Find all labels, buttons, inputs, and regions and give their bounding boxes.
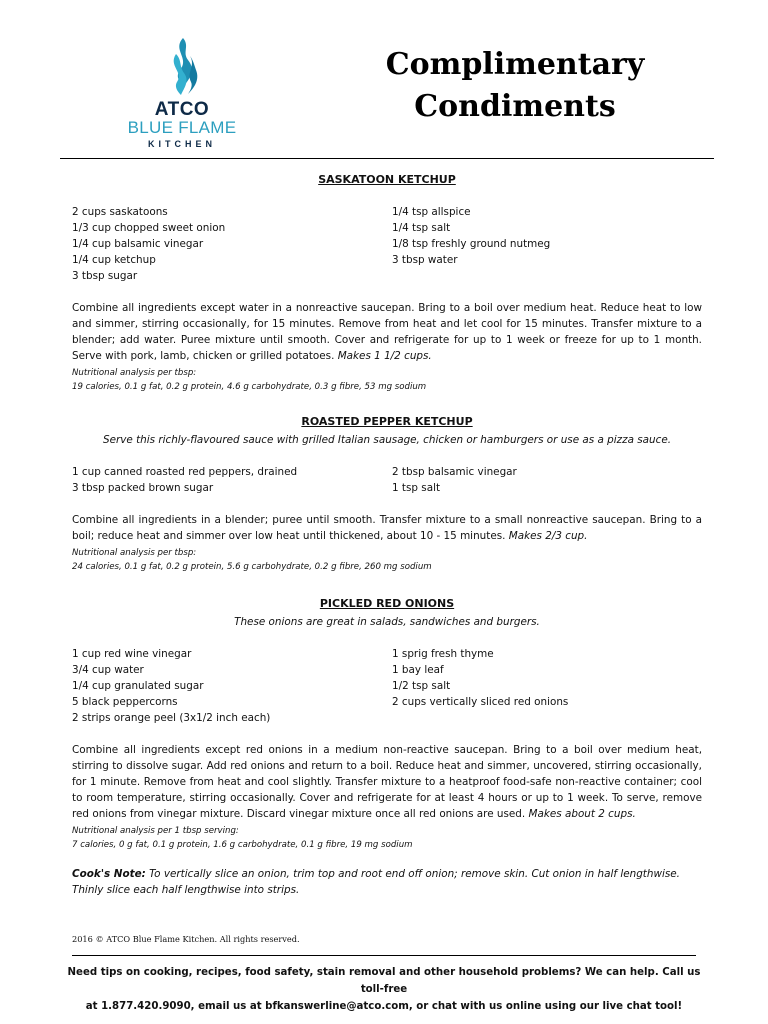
nutrition-values: 19 calories, 0.1 g fat, 0.2 g protein, 4.6 g carbohydrate, 0.3 g fibre, 53 mg sodium	[72, 382, 427, 392]
ingredient-item: 2 strips orange peel (3x1/2 inch each)	[72, 712, 271, 724]
recipe-method	[72, 512, 702, 544]
ingredient-item: 1 cup canned roasted red peppers, drained	[72, 466, 298, 478]
copyright-notice: 2016 © ATCO Blue Flame Kitchen. All rights reserved.	[72, 934, 300, 944]
ingredient-list	[72, 464, 702, 496]
nutrition-label: Nutritional analysis per tbsp:	[72, 368, 197, 378]
recipe-pickled-red-onions	[72, 596, 702, 898]
ingredient-item: 2 cups vertically sliced red onions	[392, 696, 569, 708]
recipe-title: ROASTED PEPPER KETCHUP	[301, 415, 473, 428]
nutrition-values: 24 calories, 0.1 g fat, 0.2 g protein, 5.6 g carbohydrate, 0.2 g fibre, 260 mg sodium	[72, 562, 432, 572]
method-text: Combine all ingredients in a blender; puree until smooth. Transfer mixture to a small nonreactive saucepan. Bring to a boil; reduce heat and simmer over low heat until thickened, about 10 - 15 minutes.	[72, 514, 702, 542]
ingredient-item: 1/4 tsp allspice	[392, 206, 471, 218]
recipes-content	[72, 172, 702, 898]
document-title	[360, 44, 670, 128]
flame-icon	[160, 36, 204, 98]
title-line-1: Complimentary	[385, 47, 645, 82]
ingredient-item: 3 tbsp sugar	[72, 270, 138, 282]
method-text: Combine all ingredients except red onions in a medium non-reactive saucepan. Bring to a boil over medium heat, stirring to dissolve sugar. Add red onions and return to a boil. Reduce heat and simmer, uncovered, stirring occasionally, for 1 minute. Remove from heat and cool slightly. Transfer mixture to a heatproof food-safe non-reactive container; cool to room temperature, stirring occasionally. Cover and refrigerate for at least 4 hours or up to 1 week. To serve, remove red onions from vinegar mixture. Discard vinegar mixture once all red onions are used.	[72, 744, 702, 820]
ingredient-item: 2 tbsp balsamic vinegar	[392, 466, 517, 478]
ingredient-column-right	[392, 204, 692, 284]
brand-line-kitchen: KITCHEN	[148, 139, 216, 149]
ingredient-item: 1 sprig fresh thyme	[392, 648, 494, 660]
recipe-title: SASKATOON KETCHUP	[318, 173, 456, 186]
cooks-note	[72, 866, 702, 898]
ingredient-item: 1/2 tsp salt	[392, 680, 451, 692]
header-divider	[60, 158, 714, 159]
ingredient-item: 1 tsp salt	[392, 482, 441, 494]
ingredient-item: 1/3 cup chopped sweet onion	[72, 222, 226, 234]
recipe-subtitle: These onions are great in salads, sandwiches and burgers.	[234, 616, 540, 628]
method-text: Combine all ingredients except water in a nonreactive saucepan. Bring to a boil over medium heat. Reduce heat to low and simmer, stirring occasionally, for 15 minutes. Remove from heat and let cool for 15 minutes. Transfer mixture to a blender; add water. Puree mixture until smooth. Cover and refrigerate for up to 1 week or freeze for up to 1 month. Serve with pork, lamb, chicken or grilled potatoes.	[72, 302, 702, 362]
ingredient-list	[72, 204, 702, 284]
ingredient-item: 3 tbsp packed brown sugar	[72, 482, 214, 494]
ingredient-item: 1 bay leaf	[392, 664, 444, 676]
brand-line-blue-flame: BLUE FLAME	[127, 118, 237, 137]
ingredient-item: 5 black peppercorns	[72, 696, 178, 708]
nutrition-label: Nutritional analysis per 1 tbsp serving:	[72, 826, 239, 836]
recipe-yield: Makes 2/3 cup.	[508, 530, 588, 542]
recipe-title: PICKLED RED ONIONS	[319, 597, 455, 610]
ingredient-item: 1/8 tsp freshly ground nutmeg	[392, 238, 551, 250]
ingredient-list	[72, 646, 702, 726]
ingredient-item: 3 tbsp water	[392, 254, 458, 266]
ingredient-column-left	[72, 204, 392, 284]
footer-contact	[60, 964, 708, 1015]
recipe-yield: Makes about 2 cups.	[528, 808, 636, 820]
nutrition-values: 7 calories, 0 g fat, 0.1 g protein, 1.6 g carbohydrate, 0.1 g fibre, 19 mg sodium	[72, 840, 413, 850]
recipe-roasted-pepper-ketchup	[72, 414, 702, 574]
recipe-yield: Makes 1 1/2 cups.	[337, 350, 432, 362]
brand-line-atco: ATCO	[154, 99, 210, 120]
footer-line-2: at 1.877.420.9090, email us at bfkanswerline@atco.com, or chat with us online using our live chat tool!	[85, 1001, 683, 1012]
ingredient-item: 1/4 tsp salt	[392, 222, 451, 234]
ingredient-column-right	[392, 464, 692, 496]
recipe-subtitle: Serve this richly-flavoured sauce with grilled Italian sausage, chicken or hamburgers or use as a pizza sauce.	[102, 434, 672, 446]
recipe-saskatoon-ketchup	[72, 172, 702, 394]
recipe-method	[72, 742, 702, 822]
ingredient-column-left	[72, 464, 392, 496]
ingredient-column-left	[72, 646, 392, 726]
ingredient-item: 1/4 cup ketchup	[72, 254, 156, 266]
recipe-method	[72, 300, 702, 364]
footer-line-1: Need tips on cooking, recipes, food safety, stain removal and other household problems? We can help. Call us toll-free	[67, 967, 701, 995]
ingredient-item: 1/4 cup balsamic vinegar	[72, 238, 204, 250]
ingredient-item: 1 cup red wine vinegar	[72, 648, 192, 660]
cooks-note-text: To vertically slice an onion, trim top and root end off onion; remove skin. Cut onion in half lengthwise. Thinly slice each half lengthwise into strips.	[72, 868, 680, 896]
ingredient-item: 1/4 cup granulated sugar	[72, 680, 204, 692]
ingredient-item: 3/4 cup water	[72, 664, 144, 676]
ingredient-column-right	[392, 646, 692, 726]
title-line-2: Condiments	[414, 89, 616, 124]
ingredient-item: 2 cups saskatoons	[72, 206, 168, 218]
nutrition-label: Nutritional analysis per tbsp:	[72, 548, 197, 558]
footer-divider	[72, 955, 696, 956]
cooks-note-label: Cook's Note:	[72, 868, 146, 880]
atco-blue-flame-kitchen-logo	[118, 36, 246, 158]
